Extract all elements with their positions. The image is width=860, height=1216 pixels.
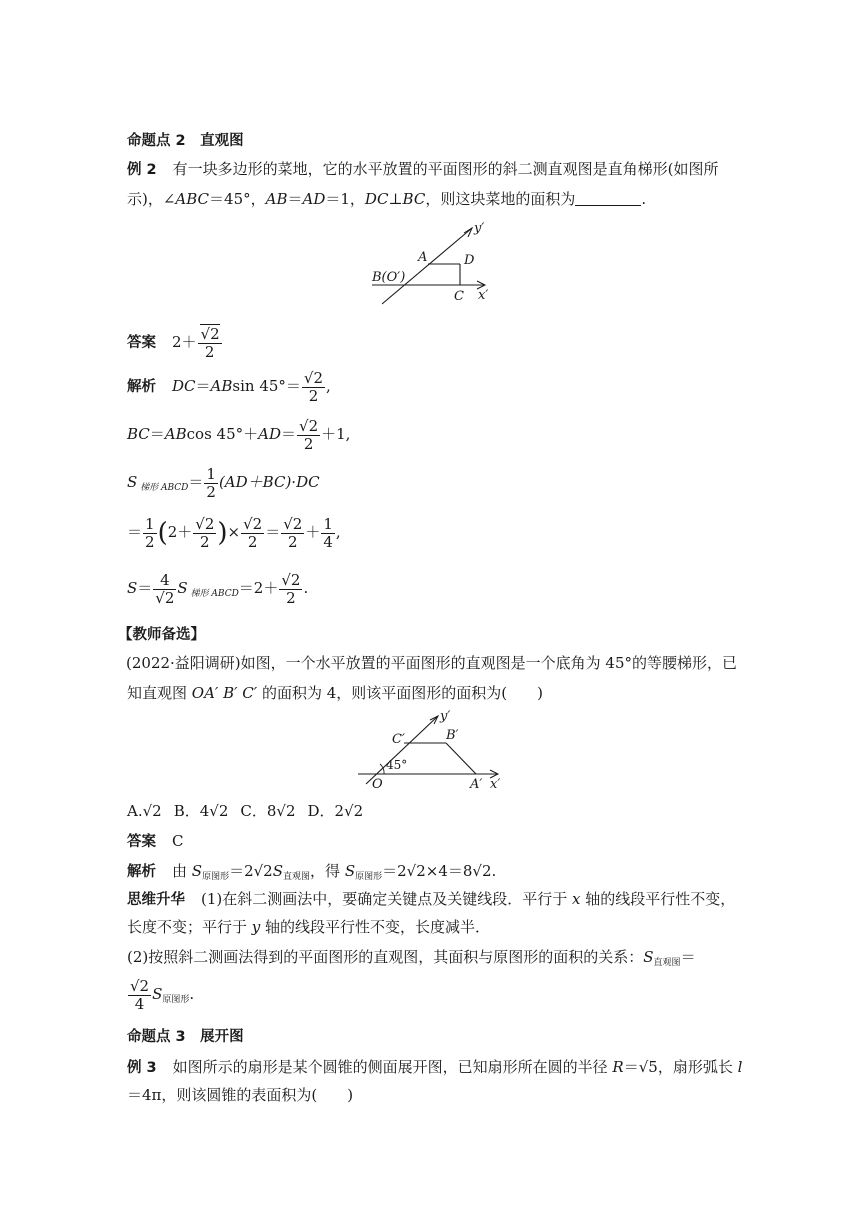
label-c: C′ — [392, 732, 405, 747]
answer1-frac — [198, 326, 222, 361]
options-line — [127, 800, 363, 822]
t: , — [335, 523, 341, 541]
t: √2 — [200, 324, 220, 343]
t: x — [572, 890, 581, 908]
analysis1-line3 — [127, 462, 320, 508]
t: ＋1, — [321, 425, 351, 443]
t: S — [177, 579, 188, 597]
t: 2＋ — [167, 523, 193, 541]
t: 2 — [286, 588, 296, 607]
t: 的面积为 4，则该平面图形的面积为( ) — [257, 684, 543, 702]
t: 2 — [206, 482, 216, 501]
t: √2 — [195, 514, 215, 533]
t: 长度不变；平行于 — [127, 918, 252, 936]
t: 2 — [204, 342, 215, 361]
label-x-axis: x′ — [478, 288, 489, 303]
label-x-axis: x′ — [490, 777, 501, 792]
label-a: A′ — [470, 777, 483, 792]
example2-line2 — [127, 188, 646, 210]
frac — [204, 466, 218, 501]
t: l — [737, 1058, 743, 1076]
option-c: C．8√2 — [240, 802, 296, 820]
t: ＝45°， — [209, 190, 266, 208]
option-b: B．4√2 — [173, 802, 229, 820]
t: AD — [302, 190, 326, 208]
t: 4 — [153, 572, 176, 590]
option-d: D．2√2 — [307, 802, 364, 820]
t: √2 — [281, 570, 301, 589]
t: ＝√5，扇形弧长 — [623, 1058, 738, 1076]
t: 由 — [172, 862, 192, 880]
t: AB — [265, 190, 288, 208]
t: R — [612, 1058, 624, 1076]
t: 梯形 ABCD — [187, 589, 239, 599]
t: S — [127, 579, 138, 597]
t: 直观图 — [653, 958, 681, 968]
answer1-label: 答案 — [127, 335, 156, 351]
t: ＝ — [195, 377, 211, 395]
t: AD — [258, 425, 282, 443]
t: ＝2√2 — [229, 862, 273, 880]
t: 1 — [206, 464, 216, 483]
t: S — [272, 862, 284, 880]
t: AB — [210, 377, 233, 395]
t: ＝ — [265, 523, 281, 541]
t: S — [643, 948, 654, 966]
label-c: C — [454, 289, 464, 304]
option-a: A.√2 — [127, 802, 162, 820]
t: 轴的线段平行性不变，长度减半． — [260, 918, 491, 936]
teacher-section-title: 【教师备选】 — [118, 627, 205, 643]
answer2-value: C — [172, 832, 184, 850]
frac — [128, 978, 151, 1013]
answer-blank — [575, 191, 641, 206]
example3-label: 例 3 — [127, 1060, 157, 1076]
t: S — [344, 862, 356, 880]
t: ＝2＋ — [238, 579, 279, 597]
t: BC — [127, 425, 150, 443]
t: ，得 — [310, 862, 345, 880]
t: ＝ — [188, 473, 204, 491]
thinking-line2 — [127, 916, 490, 938]
frac — [153, 572, 176, 607]
example3-line1 — [127, 1056, 742, 1079]
label-y-axis: y′ — [440, 709, 451, 724]
t: √2 — [303, 368, 324, 387]
t: 2 — [145, 532, 155, 551]
problem2-line2 — [127, 682, 543, 704]
t: S — [127, 473, 138, 491]
frac — [297, 418, 320, 453]
label-o: O — [372, 777, 383, 792]
t: 2 — [303, 434, 314, 453]
label-a: A — [418, 250, 428, 265]
t: √2 — [299, 416, 319, 435]
section-title-2: 命题点 2 直观图 — [127, 133, 244, 149]
t: (1)在斜二测画法中，要确定关键点及关键线段．平行于 — [201, 890, 573, 908]
t: √2 — [283, 514, 303, 533]
t: 示)，∠ — [127, 190, 176, 208]
t: (2)按照斜二测画法得到的平面图形的直观图，其面积与原图形的面积的关系： — [127, 948, 644, 966]
t: 2 — [288, 532, 298, 551]
t: 4 — [323, 532, 333, 551]
t: DC — [364, 190, 389, 208]
section-title-3: 命题点 3 展开图 — [127, 1029, 244, 1045]
answer2-label: 答案 — [127, 834, 156, 850]
t: , — [326, 377, 331, 395]
t: √2 — [155, 588, 175, 607]
t: 原图形 — [355, 872, 383, 882]
analysis1-line4 — [127, 510, 341, 555]
t: ＝1， — [325, 190, 365, 208]
segment-ba — [446, 743, 476, 774]
thinking-line1 — [127, 888, 735, 911]
figure-isosceles-trapezoid — [350, 708, 510, 794]
t: × — [227, 523, 241, 541]
t: 2＋ — [172, 333, 197, 351]
label-y-axis: y′ — [474, 221, 485, 236]
t: S — [152, 985, 163, 1003]
figure-right-trapezoid — [360, 218, 500, 310]
frac — [193, 516, 216, 551]
analysis1-line1 — [127, 366, 331, 407]
analysis1-line5 — [127, 566, 308, 616]
paren-close: ) — [217, 518, 228, 548]
t: 原图形 — [202, 872, 230, 882]
t: 如图所示的扇形是某个圆锥的侧面展开图，已知扇形所在圆的半径 — [172, 1058, 613, 1076]
t: ＝ — [149, 425, 165, 443]
t: 2 — [308, 386, 319, 405]
t: sin 45°＝ — [232, 377, 301, 395]
t: √2 — [243, 514, 263, 533]
frac — [241, 516, 264, 551]
label-b-origin: B(O′) — [372, 270, 406, 285]
problem2-line1: (2022·益阳调研)如图，一个水平放置的平面图形的直观图是一个底角为 45°的等腰梯形，已 — [126, 654, 738, 672]
t: ，则这块菜地的面积为 — [425, 190, 576, 208]
t: (AD＋BC)·DC — [218, 473, 320, 491]
t: 轴的线段平行性不变， — [580, 890, 736, 908]
t: √2 — [130, 976, 150, 995]
t: 梯形 ABCD — [137, 483, 189, 493]
frac — [281, 516, 304, 551]
t: ＝2√2×4＝8√2. — [382, 862, 497, 880]
answer1-line — [127, 322, 223, 363]
t: 原图形 — [162, 995, 190, 1005]
analysis2-label: 解析 — [127, 864, 156, 880]
frac — [143, 516, 157, 551]
thinking-line3 — [127, 946, 696, 974]
analysis1-label: 解析 — [127, 379, 156, 395]
t: 4 — [134, 994, 145, 1013]
t: ＝ — [127, 523, 143, 541]
paren-open: ( — [157, 518, 168, 548]
t: 1 — [145, 514, 155, 533]
frac — [302, 370, 325, 405]
analysis2-line — [127, 860, 496, 888]
t: ⊥ — [388, 190, 403, 208]
t: 2 — [200, 532, 210, 551]
label-angle: 45° — [386, 758, 408, 772]
t: ABC — [175, 190, 210, 208]
example2-text1: 有一块多边形的菜地，它的水平放置的平面图形的斜二测直观图是直角梯形(如图所 — [172, 160, 719, 178]
label-d: D — [464, 253, 475, 268]
thinking-line4 — [127, 972, 194, 1022]
t: ＝ — [281, 425, 297, 443]
t: ＝ — [680, 948, 696, 966]
t: y — [251, 918, 261, 936]
frac — [279, 572, 302, 607]
t: 知直观图 — [127, 684, 192, 702]
t: ＝ — [137, 579, 153, 597]
t: DC — [172, 377, 196, 395]
frac — [321, 516, 335, 551]
t: . — [303, 579, 309, 597]
t: 1 — [323, 514, 333, 533]
t: . — [641, 190, 647, 208]
example3-line2: ＝4π，则该圆锥的表面积为( ) — [127, 1086, 354, 1104]
t: ＋ — [305, 523, 321, 541]
t: ＝ — [287, 190, 303, 208]
t: 直观图 — [283, 872, 311, 882]
label-b: B′ — [446, 728, 459, 743]
t: BC — [402, 190, 426, 208]
t: . — [189, 985, 195, 1003]
thinking-label: 思维升华 — [127, 892, 185, 908]
example2-label: 例 2 — [127, 162, 157, 178]
analysis1-line2 — [127, 414, 350, 454]
t: S — [191, 862, 203, 880]
answer2-line — [127, 830, 183, 853]
t: OA′ B′ C′ — [191, 684, 258, 702]
example2-line1 — [127, 158, 719, 181]
t: AB — [164, 425, 187, 443]
t: cos 45°＋ — [186, 425, 259, 443]
t: 2 — [247, 532, 258, 551]
